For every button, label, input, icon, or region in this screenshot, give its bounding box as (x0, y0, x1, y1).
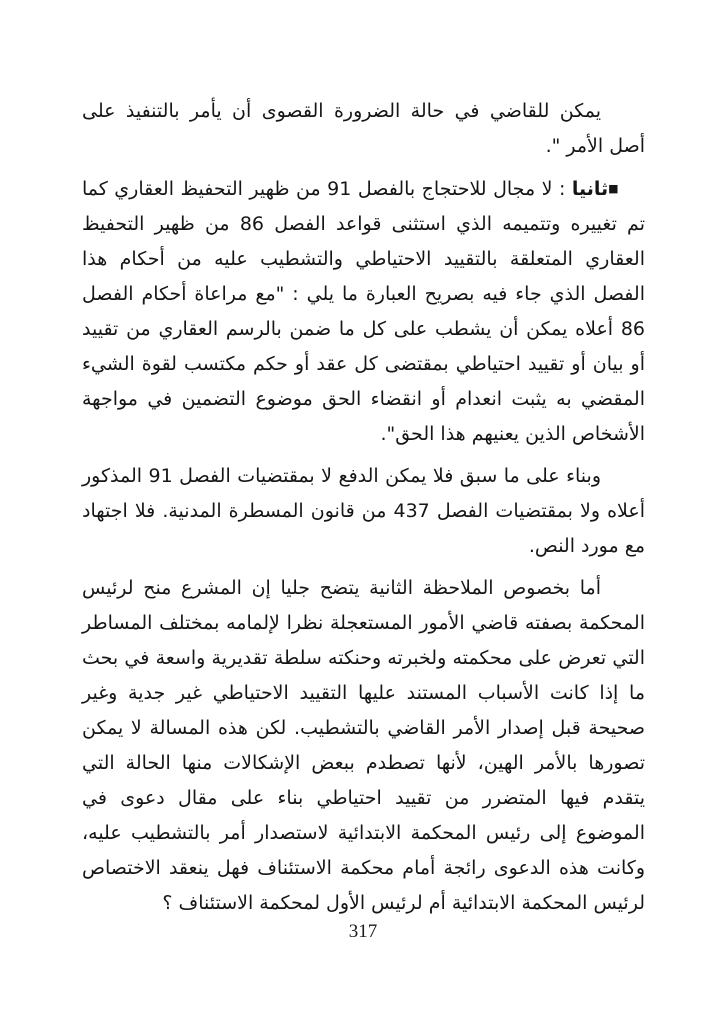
paragraph-remark (82, 571, 645, 921)
square-bullet-icon: ■ (608, 182, 619, 195)
paragraph-conclusion (82, 459, 645, 564)
paragraph-second-point-text: لا مجال للاحتجاج بالفصل 91 من ظهير التحفيظ العقاري كما تم تغييره وتتميمه الذي استثنى قواعد الفصل 86 من ظهير التحفيظ العقاري المتعلقة بالتقييد الاحتياطي والتشطيب عليه من أحكام هذا الفصل الذي جاء فيه بصريح العبارة ما يلي : "مع مراعاة أحكام الفصل 86 أعلاه يمكن أن يشطب على كل ما ضمن بالرسم العقاري من تقييد أو بيان أو تقييد احتياطي بمقتضى كل عقد أو حكم مكتسب لقوة الشيء المقضي به يثبت انعدام أو انقضاء الحق موضوع التضمين في مواجهة الأشخاص الذين يعنيهم هذا الحق". (82, 178, 645, 445)
text-block (82, 94, 645, 928)
page-number: 317 (348, 921, 378, 942)
paragraph-conclusion-text: وبناء على ما سبق فلا يمكن الدفع لا بمقتضيات الفصل 91 المذكور أعلاه ولا بمقتضيات الفصل 437 من قانون المسطرة المدنية. فلا اجتهاد مع مورد النص. (82, 465, 645, 557)
paragraph-second-point (82, 171, 645, 452)
paragraph-intro (82, 94, 645, 164)
section-label-separator: : (552, 178, 572, 200)
paragraph-remark-text: أما بخصوص الملاحظة الثانية يتضح جليا إن المشرع منح لرئيس المحكمة بصفته قاضي الأمور المستعجلة نظرا لإلمامه بمختلف المساطر التي تعرض على محكمته ولخبرته وحنكته سلطة تقديرية واسعة في بحث ما إذا كانت الأسباب المستند عليها التقييد الاحتياطي غير جدية وغير صحيحة قبل إصدار الأمر القاضي بالتشطيب. لكن هذه المسالة لا يمكن تصورها بالأمر الهين، لأنها تصطدم ببعض الإشكالات منها الحالة التي يتقدم فيها المتضرر من تقييد احتياطي بناء على مقال دعوى في الموضوع إلى رئيس المحكمة الابتدائية لاستصدار أمر بالتشطيب عليه، وكانت هذه الدعوى رائجة أمام محكمة الاستئناف فهل ينعقد الاختصاص لرئيس المحكمة الابتدائية أم لرئيس الأول لمحكمة الاستئناف ؟ (82, 577, 645, 914)
paragraph-intro-text: يمكن للقاضي في حالة الضرورة القصوى أن يأمر بالتنفيذ على أصل الأمر ". (82, 100, 645, 157)
section-label: ثانيا (571, 178, 609, 200)
